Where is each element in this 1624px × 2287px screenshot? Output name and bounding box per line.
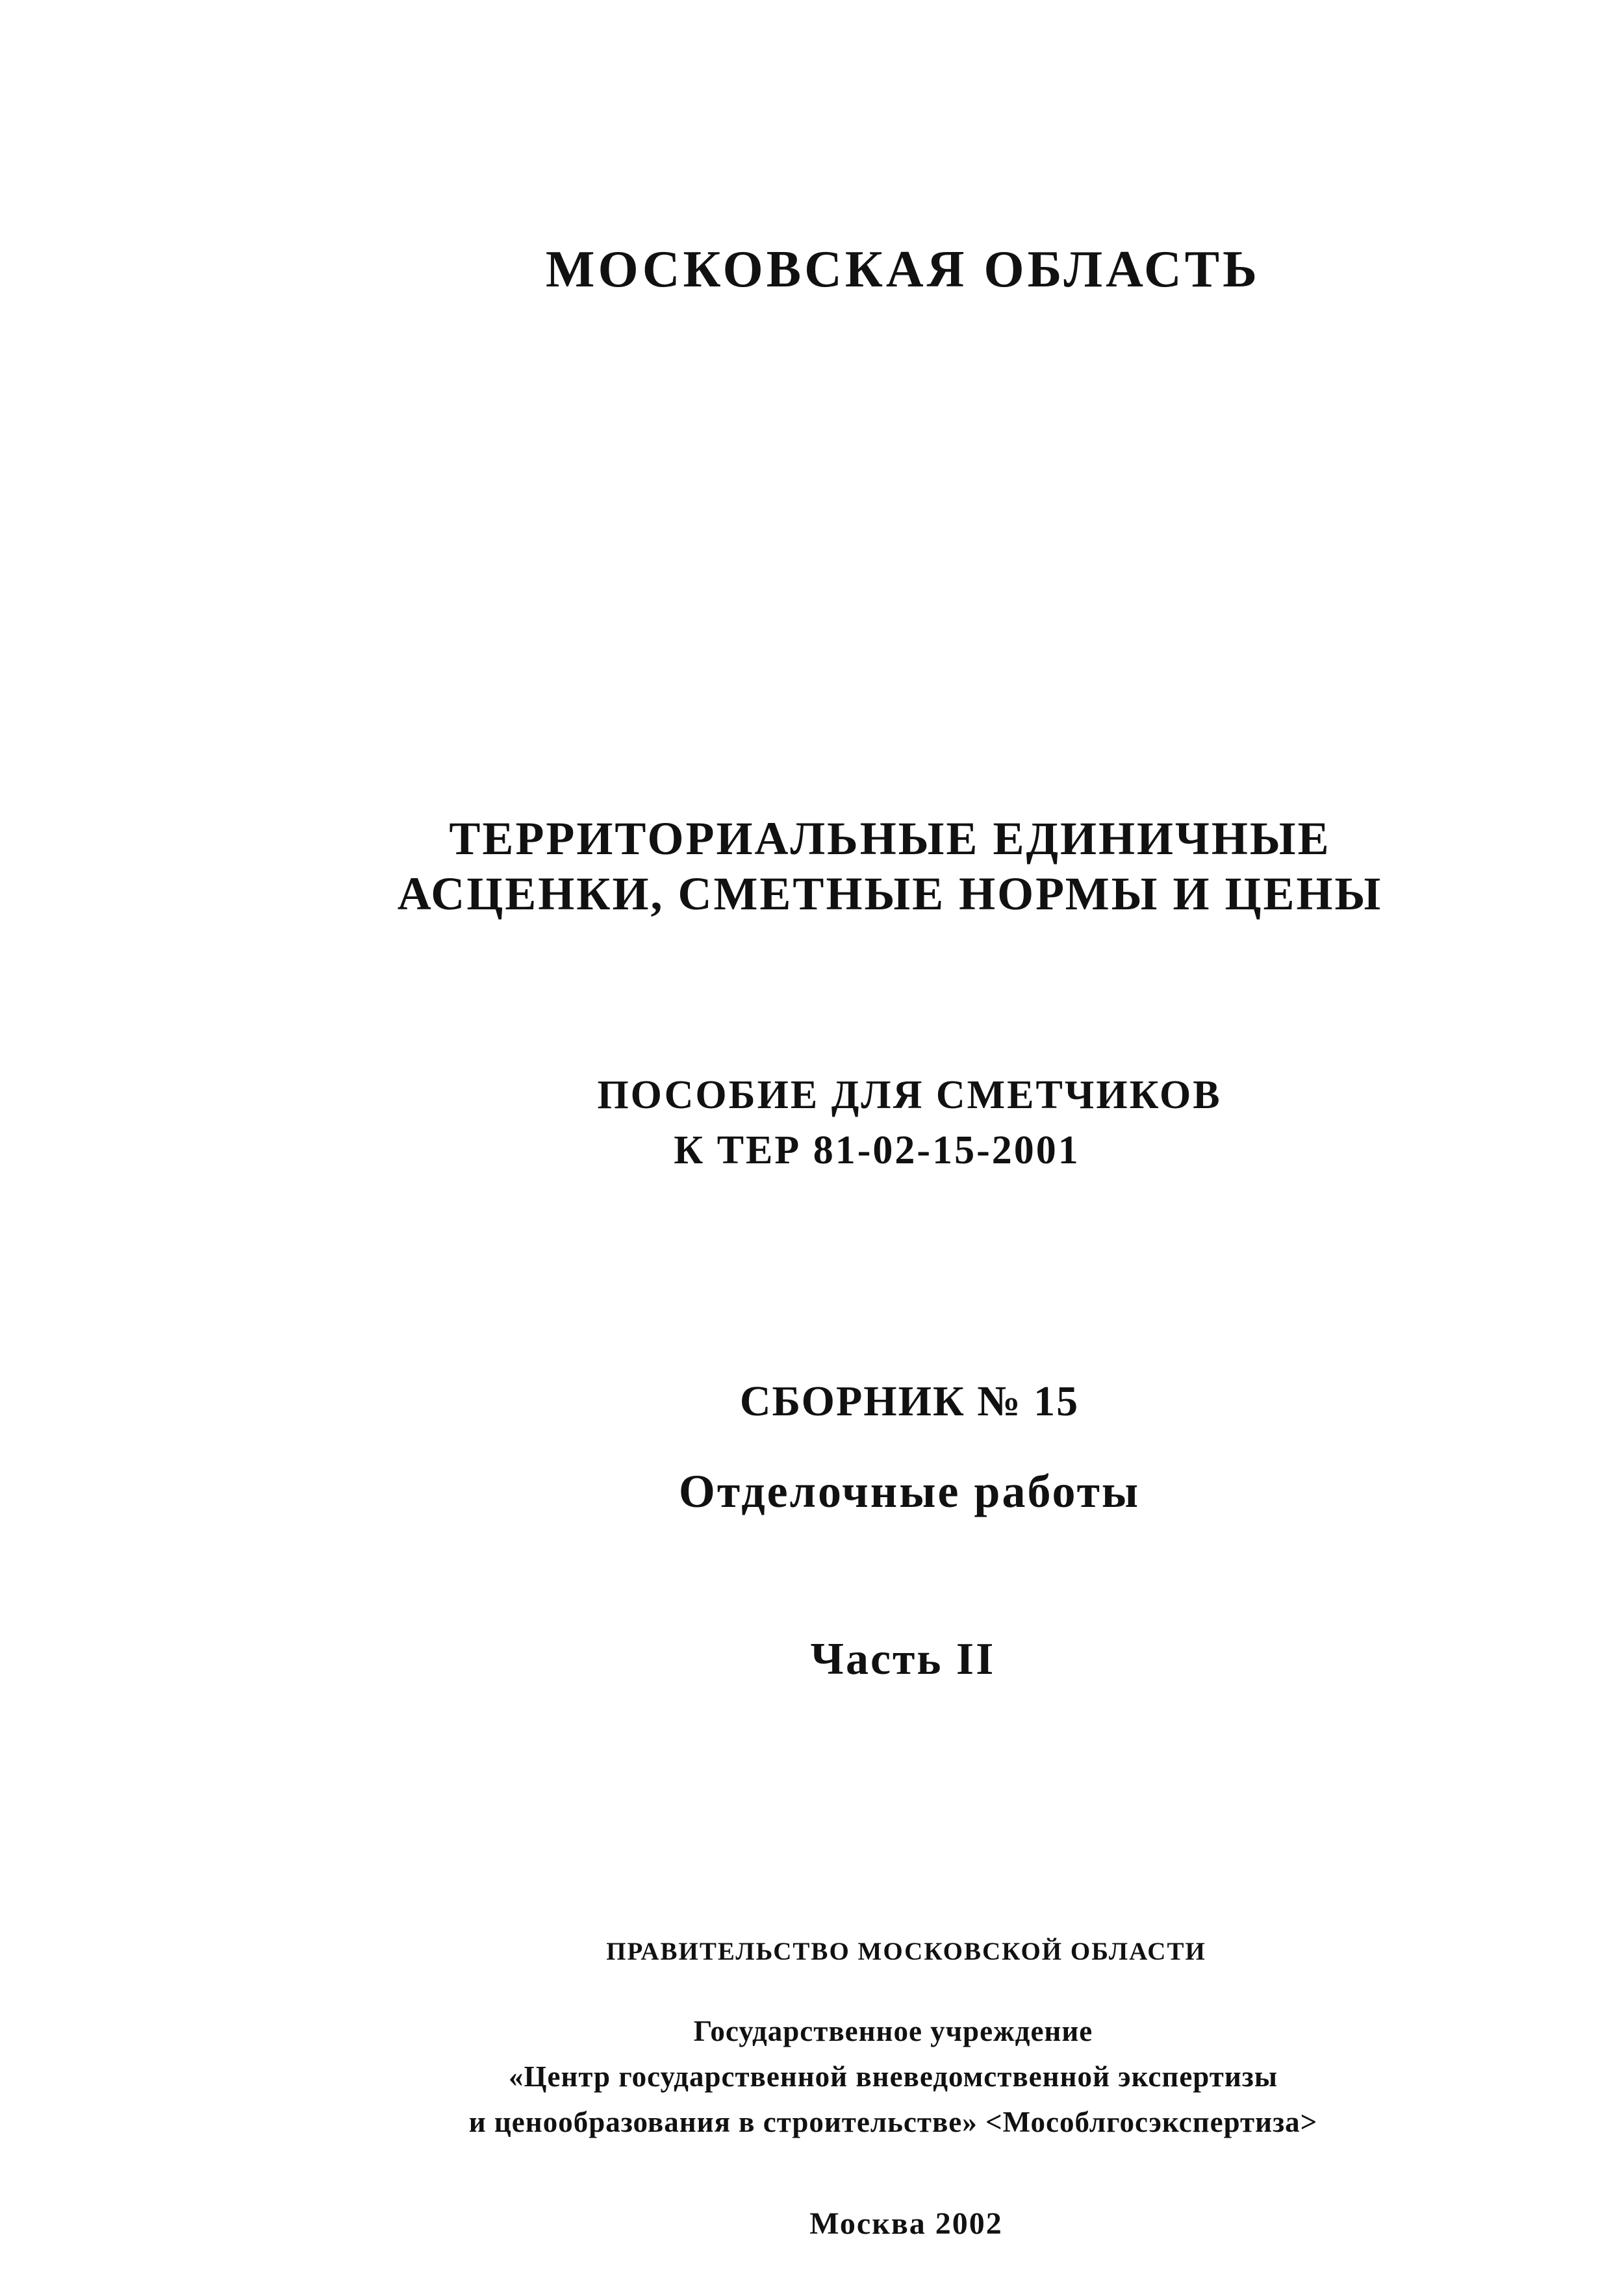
region-title: МОСКОВСКАЯ ОБЛАСТЬ	[546, 241, 1260, 298]
part-number: Часть II	[810, 1634, 996, 1684]
city-year: Москва 2002	[809, 2206, 1003, 2241]
manual-title-line-2: К ТЕР 81-02-15-2001	[674, 1128, 1080, 1172]
collection-name: Отделочные работы	[678, 1465, 1141, 1517]
manual-title-line-1: ПОСОБИЕ ДЛЯ СМЕТЧИКОВ	[597, 1073, 1222, 1117]
organization-line-1: Государственное учреждение	[693, 2015, 1093, 2047]
government-name: ПРАВИТЕЛЬСТВО МОСКОВСКОЙ ОБЛАСТИ	[606, 1938, 1206, 1965]
organization-line-2: «Центр государственной вневедомственной экспертизы	[508, 2060, 1278, 2093]
collection-number: СБОРНИК № 15	[739, 1378, 1080, 1425]
organization-line-3: и ценообразования в строительстве» <Мособлгосэкспертиза>	[468, 2106, 1318, 2138]
document-title-line-2: АСЦЕНКИ, СМЕТНЫЕ НОРМЫ И ЦЕНЫ	[397, 868, 1383, 920]
document-title-line-1: ТЕРРИТОРИАЛЬНЫЕ ЕДИНИЧНЫЕ	[449, 813, 1331, 865]
